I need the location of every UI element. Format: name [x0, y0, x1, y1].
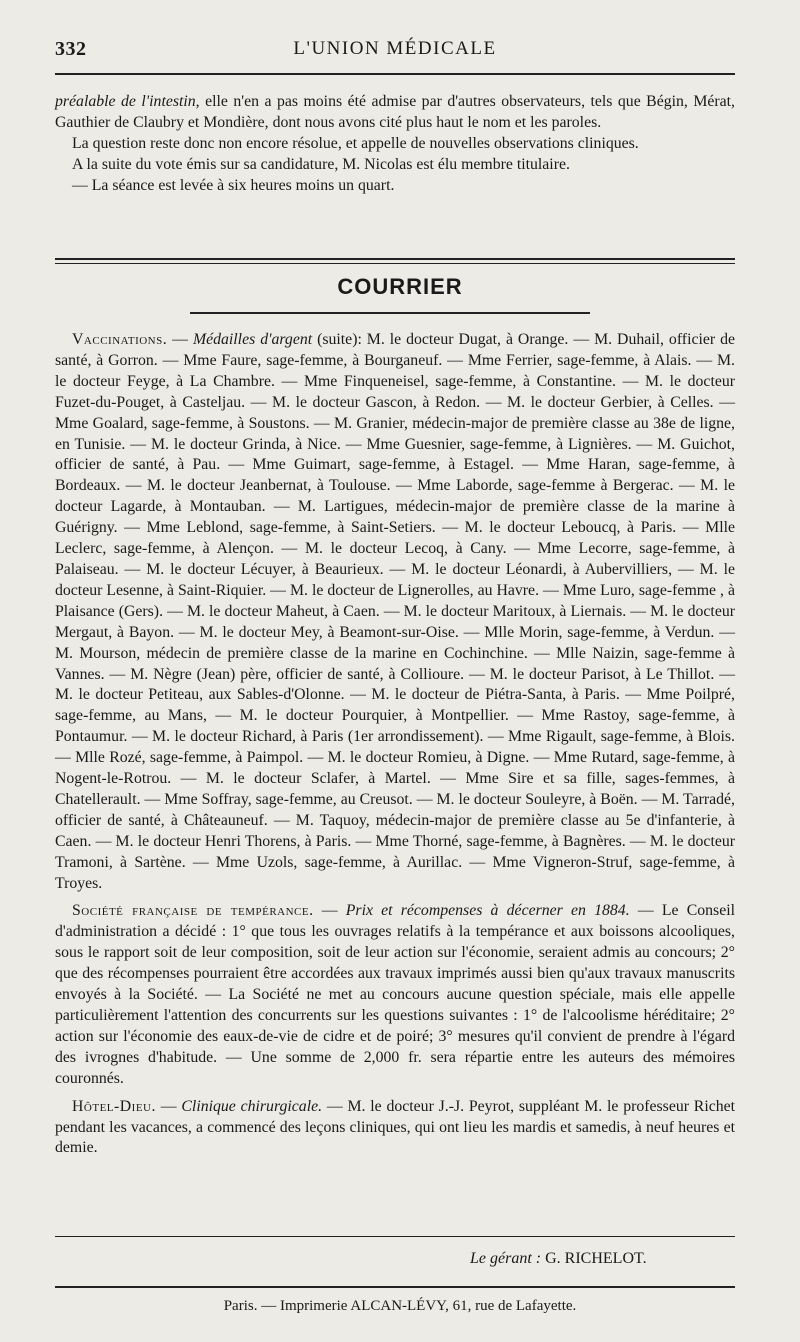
vaccinations-label: Vaccinations. — [72, 331, 168, 348]
page-header — [55, 38, 735, 68]
courrier-body — [55, 330, 735, 1159]
temperance-subject: Prix et récompenses à décerner en 1884. — [345, 902, 630, 920]
hotel-dieu-label: Hôtel-Dieu. — [72, 1097, 156, 1115]
signature-label: Le gérant : — [470, 1250, 542, 1267]
temperance-text: — Le Conseil d'administration a décidé : 1° que tous les ouvrages relatifs à la tempérance et aux boissons alcooliques, sous le rapport soit de leur composition, soit de leur action sur l'économie, seraient admis au concours; 2° que des récompenses pourraient être accordées aux travaux imprimés aussi bien qu'aux travaux manuscrits envoyés à la Société. — La Société ne met au concours aucune question spéciale, mais elle appelle particulièrement l'attention des concurrents sur les questions suivantes : 1° de l'alcoolisme héréditaire; 2° action sur l'économie des eaux-de-vie de cidre et de poiré; 3° mesures qu'il convient de prendre à l'égard des ivrognes d'habitude. — Une somme de 2,000 fr. sera répartie entre les auteurs des mémoires couronnés. — [55, 902, 735, 1087]
paragraph-hotel-dieu: Hôtel-Dieu. — Clinique chirurgicale. — M. le docteur J.-J. Peyrot, suppléant M. le professeur Richet pendant les vacances, a commencé des leçons cliniques, qui ont lieu les mardis et samedis, à neuf heures et demie. — [55, 1097, 736, 1157]
signature-rule — [55, 1236, 735, 1237]
running-head: L'UNION MÉDICALE — [293, 38, 497, 59]
section-rule-top-2 — [55, 263, 735, 264]
section-rule-top — [55, 258, 735, 260]
footer-rule — [55, 1286, 735, 1288]
temperance-label: Société française de tempérance. — [72, 902, 314, 920]
paragraph-lead: préalable de l'intestin, — [55, 93, 200, 110]
paragraph-vaccinations: Vaccinations. — Médailles d'argent (suite): M. le docteur Dugat, à Orange. — M. Duhail, officier de santé, à Gorron. — Mme Faure, sage-femme, à Bourganeuf. — Mme Ferrier, sage-femme, à Alais. — M. le docteur Feyge, à La Chambre. — Mme Finqueneisel, sage-femme, à Constantine. — M. le docteur Fuzet-du-Pouget, à Casteljau. — M. le docteur Gascon, à Redon. — M. le docteur Gerbier, à Celles. — Mme Goalard, sage-femme, à Soustons. — M. Granier, médecin-major de première classe au 38e de ligne, en Tunisie. — M. le docteur Grinda, à Nice. — Mme Guesnier, sage-femme, à Lignières. — M. Guichot, officier de santé, à Pau. — Mme Guimart, sage-femme, à Estagel. — Mme Haran, sage-femme, à Bordeaux. — M. le docteur Jeanbernat, à Toulouse. — Mme Laborde, sage-femme à Bergerac. — M. le docteur Lagarde, à Montauban. — M. Lartigues, médecin-major de première classe de la marine à Guérigny. — Mme Leblond, sage-femme, à Saint-Setiers. — M. le docteur Leboucq, à Paris. — Mlle Leclerc, sage-femme, à Alençon. — M. le docteur Lecoq, à Cany. — Mme Lecorre, sage-femme, à Palaiseau. — M. le docteur Lécuyer, à Beaurieux. — M. le docteur Léonardi, à Aubervilliers, — M. le docteur Lesenne, à Saint-Riquier. — M. le docteur de Lignerolles, au Havre. — Mme Luro, sage-femme , à Plaisance (Gers). — M. le docteur Maheut, à Caen. — M. le docteur Maritoux, à Liernais. — M. le docteur Mergaut, à Bayon. — M. le docteur Mey, à Beamont-sur-Oise. — Mlle Morin, sage-femme, à Verdun. — M. Mourson, médecin de première classe de la marine en Cochinchine. — Mlle Naizin, sage-femme à Vannes. — M. Nègre (Jean) père, officier de santé, à Collioure. — M. le docteur Parisot, à Le Thillot. — M. le docteur Petiteau, aux Sables-d'Olonne. — M. le docteur de Piétra-Santa, à Paris. — Mme Poilpré, sage-femme, au Mans, — M. le docteur Pourquier, à Montpellier. — Mme Rastoy, sage-femme, à Pontaumur. — M. le docteur Richard, à Paris (1er arrondissement). — Mme Rigault, sage-femme, à Blois. — Mlle Rozé, sage-femme, à Paimpol. — M. le docteur Romieu, à Digne. — Mme Rutard, sage-femme, à Nogent-le-Rotrou. — M. le docteur Sclafer, à Martel. — Mme Sire et sa fille, sages-femmes, à Chatellerault. — Mme Soffray, sage-femme, au Creusot. — M. le docteur Souleyre, à Boën. — M. Tarradé, officier de santé, à Châteauneuf. — M. Taquoy, médecin-major de première classe au 5e d'infanterie, à Caen. — M. le docteur Henri Thorens, à Paris. — Mme Thorné, sage-femme, à Bagnères. — M. le docteur Tramoni, à Sartène. — Mme Uzols, sage-femme, à Aurillac. — Mme Vigneron-Struf, sage-femme, à Troyes. — [55, 331, 736, 892]
section-title: COURRIER — [337, 274, 463, 299]
vaccinations-text: (suite): M. le docteur Dugat, à Orange. — M. Duhail, officier de santé, à Gorron. — Mme Faure, sage-femme, à Bourganeuf. — Mme Ferrier, sage-femme, à Alais. — M. le docteur Feyge, à La Chambre. — Mme Finqueneisel, sage-femme, à Constantine. — M. le docteur Fuzet-du-Pouget, à Casteljau. — M. le docteur Gascon, à Redon. — M. le docteur Gerbier, à Celles. — Mme Goalard, sage-femme, à Soustons. — M. Granier, médecin-major de première classe au 38e de ligne, en Tunisie. — M. le docteur Grinda, à Nice. — Mme Guesnier, sage-femme, à Lignières. — M. Guichot, officier de santé, à Pau. — Mme Guimart, sage-femme, à Estagel. — Mme Haran, sage-femme, à Bordeaux. — M. le docteur Jeanbernat, à Toulouse. — Mme Laborde, sage-femme à Bergerac. — M. le docteur Lagarde, à Montauban. — M. Lartigues, médecin-major de première classe de la marine à Guérigny. — Mme Leblond, sage-femme, à Saint-Setiers. — M. le docteur Leboucq, à Paris. — Mlle Leclerc, sage-femme, à Alençon. — M. le docteur Lecoq, à Cany. — Mme Lecorre, sage-femme, à Palaiseau. — M. le docteur Lécuyer, à Beaurieux. — M. le docteur Léonardi, à Aubervilliers, — M. le docteur Lesenne, à Saint-Riquier. — M. le docteur de Lignerolles, au Havre. — Mme Luro, sage-femme , à Plaisance (Gers). — M. le docteur Maheut, à Caen. — M. le docteur Maritoux, à Liernais. — M. le docteur Mergaut, à Bayon. — M. le docteur Mey, à Beamont-sur-Oise. — Mlle Morin, sage-femme, à Verdun. — M. Mourson, médecin de première classe de la marine en Cochinchine. — Mlle Naizin, sage-femme à Vannes. — M. Nègre (Jean) père, officier de santé, à Collioure. — M. le docteur Parisot, à Le Thillot. — M. le docteur Petiteau, aux Sables-d'Olonne. — M. le docteur de Piétra-Santa, à Paris. — Mme Poilpré, sage-femme, au Mans, — M. le docteur Pourquier, à Montpellier. — Mme Rastoy, sage-femme, à Pontaumur. — M. le docteur Richard, à Paris (1er arrondissement). — Mme Rigault, sage-femme, à Blois. — Mlle Rozé, sage-femme, à Paimpol. — M. le docteur Romieu, à Digne. — Mme Rutard, sage-femme, à Nogent-le-Rotrou. — M. le docteur Sclafer, à Martel. — Mme Sire et sa fille, sages-femmes, à Chatellerault. — Mme Soffray, sage-femme, au Creusot. — M. le docteur Souleyre, à Boën. — M. Tarradé, officier de santé, à Châteauneuf. — M. Taquoy, médecin-major de première classe au 5e d'infanterie, à Caen. — M. le docteur Henri Thorens, à Paris. — Mme Thorné, sage-femme, à Bagnères. — M. le docteur Tramoni, à Sartène. — Mme Uzols, sage-femme, à Aurillac. — Mme Vigneron-Struf, sage-femme, à Troyes. — [55, 331, 736, 892]
paragraph-question: La question reste donc non encore résolue, et appelle de nouvelles observations cliniques. — [72, 134, 639, 152]
imprint-footer: Paris. — Imprimerie ALCAN-LÉVY, 61, rue de Lafayette. — [223, 1298, 577, 1314]
paragraph-temperance: Société française de tempérance. — Prix et récompenses à décerner en 1884. — Le Conseil d'administration a décidé : 1° que tous les ouvrages relatifs à la tempérance et aux boissons alcooliques, sous le rapport soit de leur composition, soit de leur action sur l'économie, seraient admis au concours; 2° que des récompenses pourraient être accordées aux travaux imprimés aussi bien qu'aux travaux manuscrits envoyés à la Société. — La Société ne met au concours aucune question spéciale, mais elle appelle particulièrement l'attention des concurrents sur les questions suivantes : 1° de l'alcoolisme héréditaire; 2° action sur l'économie des eaux-de-vie de cidre et de poiré; 3° mesures qu'il convient de prendre à l'égard des ivrognes d'habitude. — Une somme de 2,000 fr. sera répartie entre les auteurs des mémoires couronnés. — [55, 902, 735, 1087]
header-rule — [55, 73, 735, 75]
signature — [470, 1250, 647, 1268]
hotel-dieu-text: — M. le docteur J.-J. Peyrot, suppléant M. le professeur Richet pendant les vacances, a commencé des leçons cliniques, qui ont lieu les mardis et samedis, à neuf heures et demie. — [55, 1097, 736, 1157]
top-section — [55, 92, 735, 197]
paragraph-vote: A la suite du vote émis sur sa candidature, M. Nicolas est élu membre titulaire. — [72, 155, 570, 173]
paragraph-intestin — [55, 92, 735, 134]
signature-name: G. RICHELOT. — [545, 1250, 647, 1267]
section-title-underline — [190, 312, 590, 314]
page-number: 332 — [55, 38, 87, 60]
vaccinations-subject: Médailles d'argent — [192, 331, 313, 348]
paragraph-body: elle n'en a pas moins été admise par d'autres observateurs, tels que Bégin, Mérat, Gauthier de Claubry et Mondière, dont nous avons cité plus haut le nom et les paroles. — [55, 93, 735, 131]
paragraph-seance: — La séance est levée à six heures moins un quart. — [72, 176, 395, 194]
hotel-dieu-subject: Clinique chirurgicale. — [181, 1097, 323, 1115]
